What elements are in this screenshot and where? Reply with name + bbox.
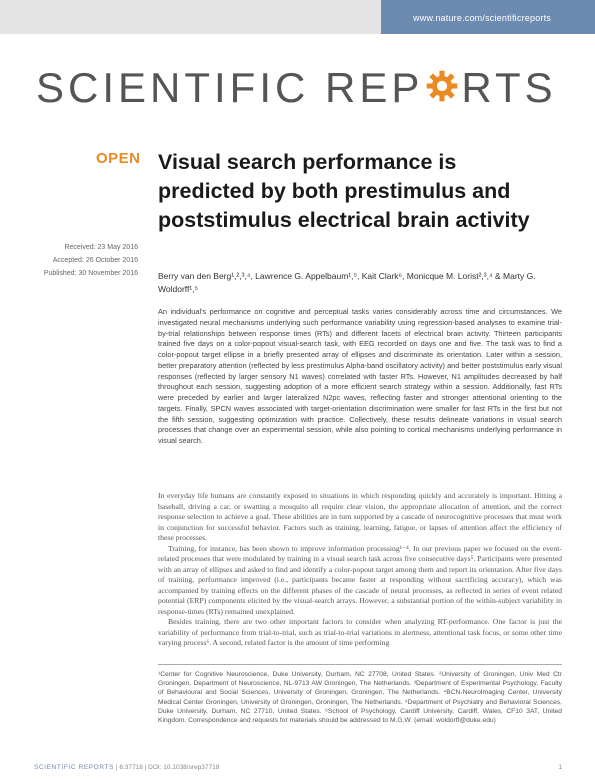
body-paragraph: Training, for instance, has been shown to improve information processing¹⁻⁴. In our previous paper we focused on the event-related processes that were modulated by training in a visual search task across five consecutive days⁵. Participants were presented with an array of ellipses and asked to find and identify a color-popout target among them and report its orientation. After five days of training, performance improved (i.e., participants became faster at responding without sacrificing accuracy), which was accompanied by training effects on the different phases of the cascade of neural processes, as reflected in series of event related potential (ERP) components elicited by the visual-search arrays. However, a substantial portion of the within-subject variability in response-times (RTs) remained unexplained. [158,543,562,616]
footer-citation [34,764,219,771]
author-list: Berry van den Berg¹,²,³,⁴, Lawrence G. Appelbaum¹,⁵, Kait Clark⁶, Monicque M. Lorist²,³,⁴ & Marty G. Woldorff¹,⁵ [158,271,536,294]
footer-journal-name: SCIENTIFIC REPORTS [34,764,115,771]
top-banner [0,0,595,34]
logo-text-end: RTS [461,64,557,111]
affiliations-divider [158,664,562,665]
abstract: An individual's performance on cognitive and perceptual tasks varies considerably across time and circumstances. We investigated neural mechanisms underlying such performance variability using regression-based analyses to examine trial-by-trial relationships between response times (RTs) and different facets of electrical brain activity. Thirteen participants trained five days on a color-popout visual-search task, with EEG recorded on days one and five. The task was to find a color-popout target ellipse in a briefly presented array of ellipses and discriminate its orientation. Later within a session, better preparatory attention (reflected by less prestimulus Alpha-band oscillatory activity) and better poststimulus early visual responses (reflected by larger sensory N1 waves) correlated with faster RTs. However, N1 amplitudes decreased by half throughout each session, suggesting adoption of a more efficient search strategy within a session. Additionally, fast RTs were preceded by earlier and larger lateralized N2pc waves, reflecting faster and stronger attentional orienting to the targets. Finally, SPCN waves associated with target-orientation discrimination were smaller for fast RTs in the first but not the fifth session, suggesting optimization with practice. Collectively, these results delineate variations in visual search processes that change over an experimental session, while also pointing to cortical mechanisms underlying performance in visual search. [158,307,562,445]
published-date: Published: 30 November 2016 [43,270,138,277]
main-text [158,491,562,649]
body-paragraph: In everyday life humans are constantly exposed to situations in which responding quickly and accurately is important. Hitting a baseball, driving a car, or swatting a mosquito all require clear vision, the appropriate allocation of attention, and the correct response selection to achieve a goal. These abilities are in turn supported by a cascade of neurocognitive processes that must work in conjunction for successful behavior. Factors such as training, learning, fatigue, or lapses of attention affect the efficiency of these processes. [158,491,562,542]
page-number: 1 [558,764,562,771]
footer-doi: | 6:37718 | DOI: 10.1038/srep37718 [115,764,220,771]
page-footer [34,762,562,774]
body-paragraph: Besides training, there are two other important factors to consider when analyzing RT-performance. One factor is just the variability of performance from trial-to-trial, such as trial-to-trial variations in alertness, attentional task focus, or some other time varying process⁶. A second, related factor is the amount of time performing [158,617,562,647]
banner-grey-band [0,0,381,34]
open-access-label: OPEN [96,150,141,167]
gear-logo-icon [425,69,459,103]
journal-logo [36,62,557,114]
article-title: Visual search performance is predicted by both prestimulus and poststimulus electrical brain activity [158,150,530,232]
logo-text-start: SCIENTIFIC REP [36,64,424,111]
journal-url-link[interactable]: www.nature.com/scientificreports [413,13,551,23]
article-dates [38,241,138,280]
accepted-date: Accepted: 26 October 2016 [52,257,138,264]
affiliations: ¹Center for Cognitive Neuroscience, Duke University, Durham, NC 27708, United States. ²University of Groningen, Univ Med Ctr Groningen, Department of Neuroscience, NL-9713 AW Groningen, The Netherlands. ³Department of Experimental Psychology, Faculty of Behavioural and Social Sciences, University of Groningen, Groningen, The Netherlands. ⁴BCN-NeuroImaging Center, University Medical Center Groningen, University of Groningen, Groningen, The Netherlands. ⁵Department of Psychiatry and Behavioral Sciences, Duke University, Durham, NC 27710, United States. ⁶School of Psychology, Cardiff University, Cardiff, Wales, CF10 3AT, United Kingdom. Correspondence and requests for materials should be addressed to M.G.W. (email: woldorff@duke.edu) [158,671,562,725]
received-date: Received: 23 May 2016 [64,244,138,251]
